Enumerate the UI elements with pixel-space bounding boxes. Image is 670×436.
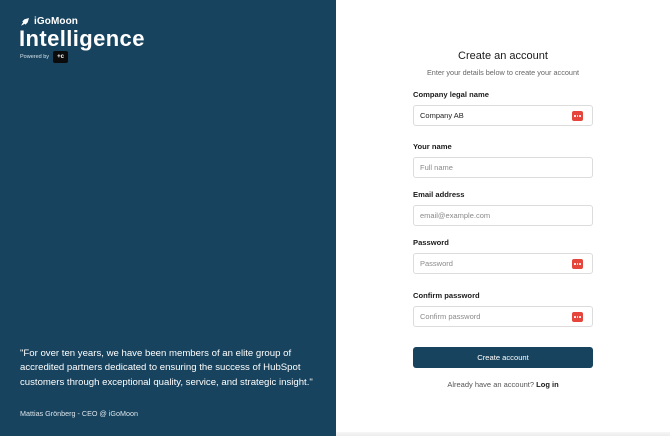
create-account-button[interactable]: Create account (413, 347, 593, 368)
partner-logo (53, 51, 68, 63)
confirm-password-label: Confirm password (413, 291, 480, 300)
partner-logo-text: +c (57, 54, 64, 60)
testimonial-quote: "For over ten years, we have been members of an elite group of accredited partners dedicated to ensuring the success of HubSpot customers through exceptional quality, service, and strategic insight." (20, 348, 313, 388)
form-title: Create an account (458, 50, 548, 62)
email-placeholder: email@example.com (420, 211, 491, 220)
rocket-icon (20, 17, 30, 27)
name-placeholder: Full name (420, 163, 453, 172)
company-field[interactable] (413, 105, 593, 126)
password-field[interactable] (413, 253, 593, 274)
password-manager-icon[interactable] (572, 259, 583, 269)
name-label: Your name (413, 142, 452, 151)
form-subtitle: Enter your details below to create your account (426, 68, 580, 77)
signup-panel (336, 0, 670, 436)
powered-by (20, 51, 68, 63)
testimonial-author: Mattias Grönberg - CEO @ iGoMoon (20, 409, 138, 418)
password-placeholder: Password (420, 259, 453, 268)
email-field[interactable] (413, 205, 593, 226)
login-prompt (336, 380, 670, 389)
password-label: Password (413, 238, 449, 247)
brand-title: Intelligence (19, 26, 145, 51)
brand-name: iGoMoon (34, 16, 79, 27)
password-manager-icon[interactable] (572, 111, 583, 121)
login-link[interactable]: Log in (536, 380, 559, 389)
password-manager-icon[interactable] (572, 312, 583, 322)
company-label: Company legal name (413, 90, 489, 99)
powered-by-label: Powered by (20, 54, 50, 60)
login-prompt-text: Already have an account? (447, 380, 535, 389)
company-value: Company AB (420, 111, 464, 120)
confirm-password-field[interactable] (413, 306, 593, 327)
email-label: Email address (413, 190, 465, 199)
name-field[interactable] (413, 157, 593, 178)
confirm-password-placeholder: Confirm password (420, 312, 481, 321)
